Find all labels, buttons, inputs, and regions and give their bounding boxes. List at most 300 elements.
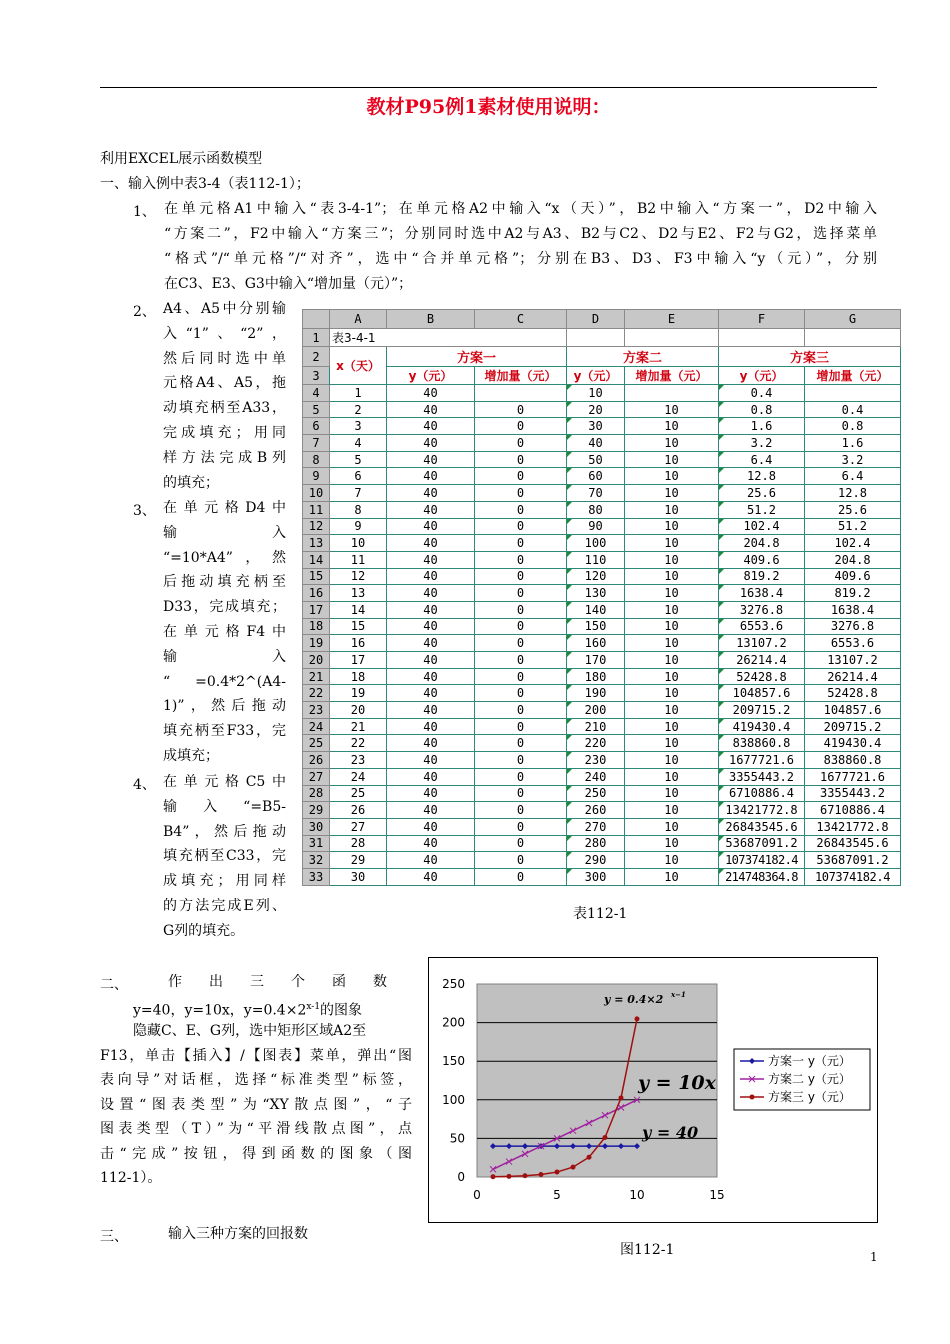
data-cell: 7 (330, 485, 387, 502)
data-cell: 0 (475, 618, 567, 635)
sheet-row (303, 518, 901, 535)
data-cell: 12.8 (719, 468, 805, 485)
row-number: 13 (303, 535, 330, 552)
data-cell: 25 (330, 785, 387, 802)
data-cell: 0 (475, 668, 567, 685)
top-rule (100, 87, 877, 88)
legend-label: 方案三 y（元） (768, 1090, 851, 1104)
data-cell: 100 (567, 535, 625, 552)
data-cell: 409.6 (805, 568, 901, 585)
data-cell: 1.6 (805, 435, 901, 452)
item1-line1: 在单元格A1中输入“表3-4-1”；在单元格A2中输入“x（天）”，B2中输入“方案一”，D2中输入 (164, 201, 877, 217)
data-cell: 10 (625, 485, 719, 502)
data-cell: 17 (330, 652, 387, 669)
page-title: 教材P95例1素材使用说明： (366, 96, 611, 118)
y-header-cell: y（元） (387, 367, 475, 385)
data-cell: 10 (625, 418, 719, 435)
data-cell: 10 (625, 702, 719, 719)
data-cell: 230 (567, 752, 625, 769)
sheet-row (303, 535, 901, 552)
data-cell: 0 (475, 718, 567, 735)
data-cell: 15 (330, 618, 387, 635)
data-point (523, 1173, 528, 1178)
data-cell: 12 (330, 568, 387, 585)
data-cell: 209715.2 (805, 718, 901, 735)
data-cell: 26843545.6 (719, 818, 805, 835)
data-cell: 90 (567, 518, 625, 535)
i2-line: 入“1”、“2”， (163, 325, 286, 342)
data-cell: 51.2 (719, 501, 805, 518)
data-cell: 26214.4 (719, 652, 805, 669)
i3-line: 1)”，然后拖动 (163, 698, 286, 715)
sheet-row (303, 485, 901, 502)
data-cell: 40 (387, 585, 475, 602)
data-cell: 220 (567, 735, 625, 752)
data-cell: 40 (387, 385, 475, 402)
sheet-row (303, 718, 901, 735)
item2-number: 2、 (133, 304, 156, 320)
data-cell: 21 (330, 718, 387, 735)
sheet-row (303, 635, 901, 652)
data-cell: 107374182.4 (805, 868, 901, 885)
data-cell: 25.6 (805, 501, 901, 518)
row-number: 17 (303, 601, 330, 618)
sheet-row (303, 601, 901, 618)
annotation-constant: y = 40 (642, 1123, 699, 1142)
sheet-row (303, 401, 901, 418)
data-cell: 102.4 (719, 518, 805, 535)
increment-header-cell: 增加量（元） (625, 367, 719, 385)
data-cell: 209715.2 (719, 702, 805, 719)
data-cell: 0 (475, 451, 567, 468)
sheet-row (303, 685, 901, 702)
data-cell: 240 (567, 768, 625, 785)
data-cell: 10 (625, 468, 719, 485)
data-point (571, 1165, 576, 1170)
data-cell: 40 (387, 735, 475, 752)
i2-line: 样方法完成B列 (163, 449, 286, 466)
row-number: 23 (303, 702, 330, 719)
row-number: 8 (303, 451, 330, 468)
section3-text: 输入三种方案的回报数 (168, 1226, 308, 1242)
data-cell: 5 (330, 451, 387, 468)
data-cell: 10 (625, 785, 719, 802)
data-cell: 1638.4 (805, 601, 901, 618)
data-cell: 13421772.8 (719, 802, 805, 819)
data-cell: 6.4 (805, 468, 901, 485)
i3-line: 输 入 (163, 524, 286, 541)
i2-line: 的填充； (163, 474, 219, 491)
data-cell: 3.2 (719, 435, 805, 452)
data-cell (805, 385, 901, 402)
row-number: 27 (303, 768, 330, 785)
data-cell: 3276.8 (805, 618, 901, 635)
data-cell: 10 (625, 568, 719, 585)
data-cell: 10 (625, 535, 719, 552)
data-cell: 80 (567, 501, 625, 518)
data-cell: 10 (625, 601, 719, 618)
data-cell: 10 (625, 618, 719, 635)
data-cell: 300 (567, 868, 625, 885)
data-cell: 10 (625, 835, 719, 852)
function-chart (428, 957, 878, 1223)
legend-label: 方案二 y（元） (768, 1072, 851, 1086)
intro-text: 利用EXCEL展示函数模型 (100, 151, 263, 167)
plan-header-cell: 方案二 (567, 347, 719, 367)
data-cell: 0.4 (719, 385, 805, 402)
data-cell: 40 (567, 435, 625, 452)
data-cell: 838860.8 (719, 735, 805, 752)
data-cell: 40 (387, 418, 475, 435)
i4-line: B4”，然后拖动 (163, 823, 286, 840)
data-cell: 30 (330, 868, 387, 885)
x-tick-label: 15 (709, 1188, 725, 1202)
annotation-exponential: y = 0.4×2 (604, 993, 664, 1006)
i4-line: 填充柄至C33，完 (163, 848, 286, 865)
y-header-cell: y（元） (719, 367, 805, 385)
data-cell: 214748364.8 (719, 868, 805, 885)
i3-line: 输 入 (163, 648, 286, 665)
section2-heading-line2 (133, 996, 362, 1022)
section3-number: 三、 (100, 1229, 128, 1245)
data-cell: 20 (567, 401, 625, 418)
row-number: 30 (303, 818, 330, 835)
data-cell: 40 (387, 618, 475, 635)
data-cell (475, 385, 567, 402)
data-cell: 10 (567, 385, 625, 402)
data-cell: 40 (387, 668, 475, 685)
i4-line: 的方法完成E列、 (163, 898, 286, 914)
row-number: 29 (303, 802, 330, 819)
data-cell: 0 (475, 735, 567, 752)
data-cell: 150 (567, 618, 625, 635)
data-cell: 838860.8 (805, 752, 901, 769)
data-cell: 40 (387, 601, 475, 618)
sheet-row (303, 868, 901, 885)
item4-number: 4、 (133, 777, 156, 793)
data-cell: 10 (625, 652, 719, 669)
i4-line: 输入“=B5- (163, 798, 286, 815)
data-cell: 12.8 (805, 485, 901, 502)
y-header-cell: y（元） (567, 367, 625, 385)
data-cell: 10 (625, 802, 719, 819)
data-cell: 0 (475, 652, 567, 669)
data-cell: 10 (625, 818, 719, 835)
spreadsheet-table (302, 309, 901, 886)
data-cell: 180 (567, 668, 625, 685)
data-cell: 27 (330, 818, 387, 835)
data-cell: 1677721.6 (805, 768, 901, 785)
increment-header-cell: 增加量（元） (805, 367, 901, 385)
data-cell: 6.4 (719, 451, 805, 468)
row-number: 7 (303, 435, 330, 452)
data-cell: 0 (475, 702, 567, 719)
cell (625, 329, 719, 347)
cell (475, 329, 567, 347)
sheet-row (303, 385, 901, 402)
data-cell: 204.8 (719, 535, 805, 552)
cell (805, 329, 901, 347)
data-cell: 0 (475, 485, 567, 502)
data-cell: 40 (387, 401, 475, 418)
data-cell: 30 (567, 418, 625, 435)
i3-line: “=10*A4”，然 (163, 549, 286, 566)
data-cell: 16 (330, 635, 387, 652)
row-number: 10 (303, 485, 330, 502)
row-number: 33 (303, 868, 330, 885)
data-cell: 0 (475, 785, 567, 802)
data-cell: 0 (475, 518, 567, 535)
data-cell: 260 (567, 802, 625, 819)
data-cell: 819.2 (805, 585, 901, 602)
chart-caption: 图112-1 (620, 1242, 675, 1258)
data-cell: 250 (567, 785, 625, 802)
data-cell: 52428.8 (805, 685, 901, 702)
y-tick-label: 200 (442, 1015, 465, 1030)
data-cell: 40 (387, 785, 475, 802)
data-cell: 53687091.2 (805, 852, 901, 869)
data-cell: 40 (387, 551, 475, 568)
data-cell: 204.8 (805, 551, 901, 568)
sheet-row (303, 585, 901, 602)
data-cell: 120 (567, 568, 625, 585)
sheet-row (303, 451, 901, 468)
y-tick-label: 150 (442, 1054, 465, 1069)
data-cell: 9 (330, 518, 387, 535)
row-number: 26 (303, 752, 330, 769)
data-cell: 10 (625, 451, 719, 468)
data-cell: 102.4 (805, 535, 901, 552)
data-cell: 8 (330, 501, 387, 518)
data-cell: 40 (387, 768, 475, 785)
row-number: 25 (303, 735, 330, 752)
sheet-row (303, 501, 901, 518)
data-cell: 14 (330, 601, 387, 618)
data-cell: 26214.4 (805, 668, 901, 685)
row-number: 32 (303, 852, 330, 869)
column-header: G (805, 310, 901, 329)
data-cell: 0.4 (805, 401, 901, 418)
data-cell: 10 (625, 585, 719, 602)
data-cell: 0.8 (805, 418, 901, 435)
table-caption: 表112-1 (573, 906, 628, 922)
data-cell: 13107.2 (805, 652, 901, 669)
data-cell: 0 (475, 852, 567, 869)
row-number: 14 (303, 551, 330, 568)
data-cell: 40 (387, 435, 475, 452)
data-cell: 0 (475, 468, 567, 485)
data-cell: 18 (330, 668, 387, 685)
data-cell: 419430.4 (719, 718, 805, 735)
data-point (619, 1095, 624, 1100)
data-cell: 0 (475, 601, 567, 618)
data-cell: 1638.4 (719, 585, 805, 602)
data-cell: 160 (567, 635, 625, 652)
sheet-row (303, 652, 901, 669)
data-cell: 280 (567, 835, 625, 852)
i4-line: 成填充；用同样 (163, 873, 286, 890)
data-cell: 290 (567, 852, 625, 869)
plan-header-cell: 方案三 (719, 347, 901, 367)
row-number: 16 (303, 585, 330, 602)
legend-label: 方案一 y（元） (768, 1054, 851, 1068)
data-cell: 28 (330, 835, 387, 852)
item1-line4: 在C3、E3、G3中输入“增加量（元）”； (164, 276, 413, 292)
sheet-row (303, 347, 901, 367)
column-header: D (567, 310, 625, 329)
data-point (507, 1174, 512, 1179)
i4-line: G列的填充。 (163, 922, 245, 939)
data-cell: 0.8 (719, 401, 805, 418)
data-cell: 0 (475, 835, 567, 852)
row-number: 2 (303, 347, 330, 367)
row-number: 9 (303, 468, 330, 485)
row-number: 20 (303, 652, 330, 669)
section2-heading-tail: 的图象 (320, 1002, 363, 1019)
data-cell: 50 (567, 451, 625, 468)
row-number: 22 (303, 685, 330, 702)
y-tick-label: 250 (442, 977, 465, 991)
data-cell: 10 (625, 435, 719, 452)
sheet-row (303, 618, 901, 635)
data-point (491, 1174, 496, 1179)
plan-header-cell: 方案一 (387, 347, 567, 367)
data-cell: 40 (387, 635, 475, 652)
data-cell: 11 (330, 551, 387, 568)
data-cell: 270 (567, 818, 625, 835)
column-header: E (625, 310, 719, 329)
data-cell: 6553.6 (805, 635, 901, 652)
sheet-row (303, 329, 901, 347)
data-cell: 40 (387, 685, 475, 702)
data-cell: 0 (475, 802, 567, 819)
data-cell: 0 (475, 401, 567, 418)
x-tick-label: 0 (473, 1188, 481, 1202)
data-cell: 10 (330, 535, 387, 552)
data-cell: 40 (387, 702, 475, 719)
row-number: 28 (303, 785, 330, 802)
data-cell: 22 (330, 735, 387, 752)
sheet-row (303, 768, 901, 785)
sheet-row (303, 568, 901, 585)
data-cell: 4 (330, 435, 387, 452)
section2-line: 隐藏C、E、G列，选中矩形区域A2至 (133, 1023, 367, 1039)
sheet-row (303, 367, 901, 385)
data-cell: 170 (567, 652, 625, 669)
data-cell: 0 (475, 535, 567, 552)
section2-heading: 作出三个函数 (168, 974, 414, 990)
data-cell: 53687091.2 (719, 835, 805, 852)
data-cell: 10 (625, 852, 719, 869)
data-cell: 10 (625, 518, 719, 535)
column-header: F (719, 310, 805, 329)
item3-number: 3、 (133, 503, 156, 519)
data-cell: 40 (387, 868, 475, 885)
data-cell: 70 (567, 485, 625, 502)
data-cell: 6710886.4 (719, 785, 805, 802)
data-cell: 419430.4 (805, 735, 901, 752)
title-cell: 表3-4-1 (330, 329, 475, 347)
i3-line: 后拖动填充柄至 (163, 574, 286, 591)
row-number: 15 (303, 568, 330, 585)
data-cell: 0 (475, 568, 567, 585)
row-number: 6 (303, 418, 330, 435)
row-number: 18 (303, 618, 330, 635)
data-cell: 2 (330, 401, 387, 418)
cell (567, 329, 625, 347)
sheet-row (303, 785, 901, 802)
data-cell: 10 (625, 401, 719, 418)
i2-line: 动填充柄至A33， (163, 400, 286, 417)
data-cell: 200 (567, 702, 625, 719)
data-cell: 0 (475, 868, 567, 885)
data-cell: 0 (475, 818, 567, 835)
data-cell: 819.2 (719, 568, 805, 585)
data-cell: 190 (567, 685, 625, 702)
data-cell: 409.6 (719, 551, 805, 568)
data-cell: 10 (625, 668, 719, 685)
row-number: 3 (303, 367, 330, 385)
section2-line: 设置“图表类型”为“XY散点图”，“子 (100, 1096, 412, 1113)
data-cell: 13 (330, 585, 387, 602)
data-cell: 10 (625, 635, 719, 652)
i3-line: 填充柄至F33，完 (163, 723, 286, 740)
data-cell: 40 (387, 835, 475, 852)
sheet-row (303, 852, 901, 869)
data-cell: 26843545.6 (805, 835, 901, 852)
data-cell: 0 (475, 752, 567, 769)
i2-line: 然后同时选中单 (163, 350, 286, 367)
item1-line2: “方案二”，F2中输入“方案三”；分别同时选中A2与A3、B2与C2、D2与E2、F2与G2，选择菜单 (164, 226, 877, 242)
i2-line: A4、A5中分别输 (163, 301, 286, 317)
data-cell: 40 (387, 652, 475, 669)
data-cell: 110 (567, 551, 625, 568)
data-cell: 104857.6 (805, 702, 901, 719)
data-cell: 40 (387, 535, 475, 552)
sheet-row (303, 752, 901, 769)
data-point (555, 1170, 560, 1175)
data-cell: 1 (330, 385, 387, 402)
data-cell: 0 (475, 635, 567, 652)
i3-line: 成填充； (163, 748, 219, 764)
data-point (539, 1172, 544, 1177)
data-cell: 10 (625, 685, 719, 702)
row-number: 4 (303, 385, 330, 402)
row-number: 11 (303, 501, 330, 518)
data-cell: 10 (625, 868, 719, 885)
data-cell: 107374182.4 (719, 852, 805, 869)
corner-cell (303, 310, 330, 329)
data-cell: 40 (387, 568, 475, 585)
x-header-cell: x（天） (330, 347, 387, 385)
sheet-row (303, 418, 901, 435)
data-cell: 23 (330, 752, 387, 769)
data-cell: 0 (475, 768, 567, 785)
item1-number: 1、 (133, 204, 156, 220)
data-cell: 40 (387, 802, 475, 819)
data-cell: 52428.8 (719, 668, 805, 685)
data-cell: 104857.6 (719, 685, 805, 702)
data-cell: 130 (567, 585, 625, 602)
sheet-row (303, 835, 901, 852)
data-cell: 10 (625, 768, 719, 785)
data-cell: 10 (625, 752, 719, 769)
data-cell: 10 (625, 718, 719, 735)
data-cell: 19 (330, 685, 387, 702)
row-number: 19 (303, 635, 330, 652)
data-cell: 3276.8 (719, 601, 805, 618)
data-cell: 10 (625, 501, 719, 518)
